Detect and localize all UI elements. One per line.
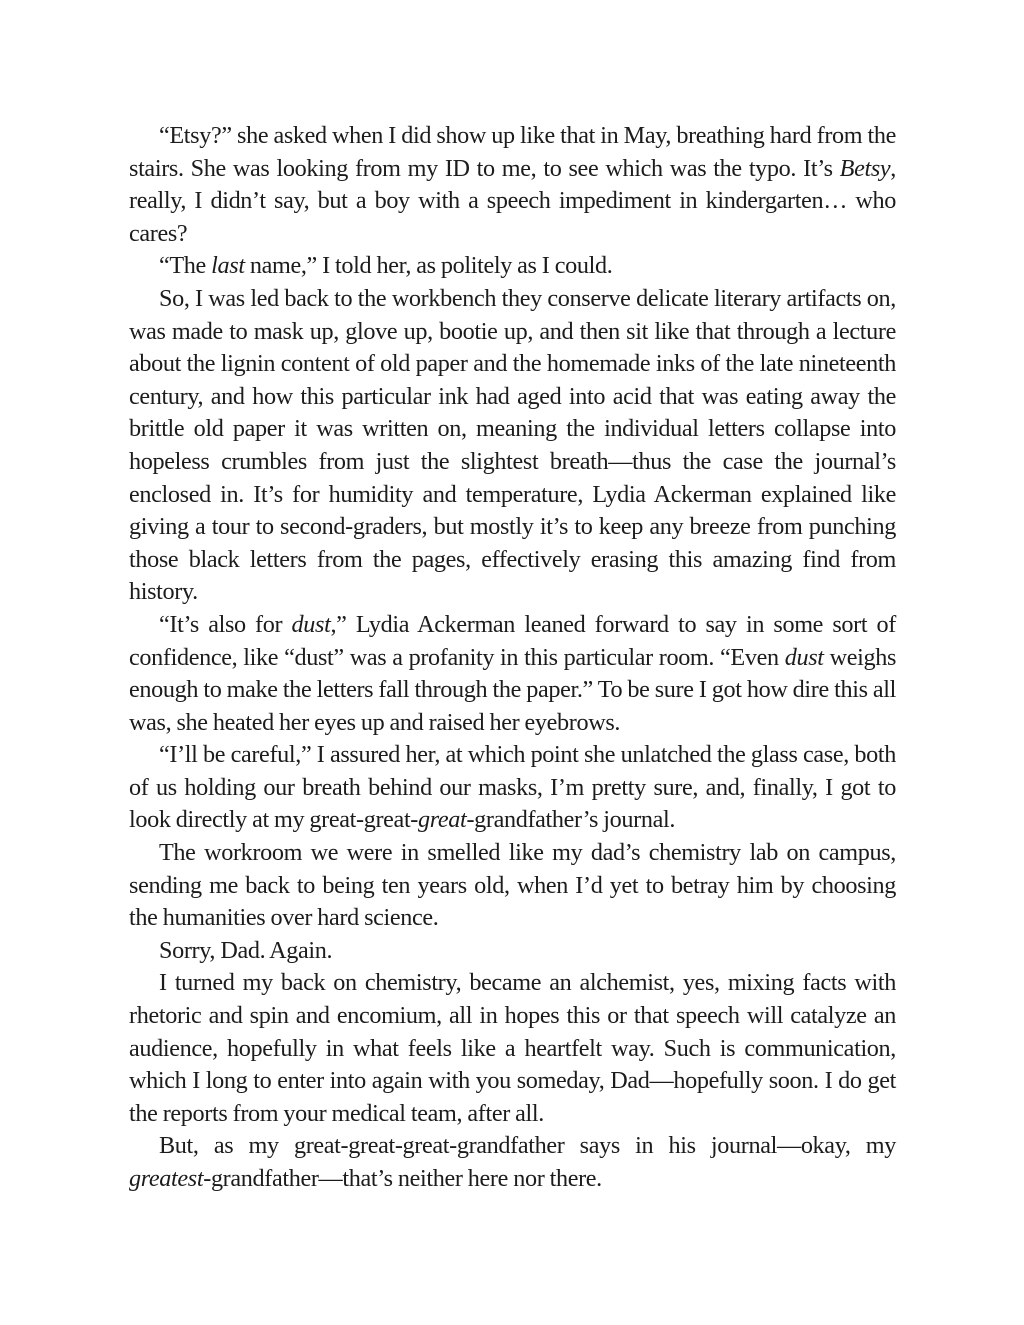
italic-text-segment: last [211, 252, 245, 280]
text-segment: “I’ll be careful,” I assured her, at which point she unlatched the glass case, both of us holding our breath behind our masks, I’m pretty sure, and, finally, I got to look directly at my great-great- [129, 741, 896, 834]
paragraph [129, 837, 896, 935]
paragraph [129, 250, 896, 283]
text-segment: So, I was led back to the workbench they conserve delicate literary artifacts on, was made to mask up, glove up, bootie up, and then sit like that through a lecture about the lignin content of old paper and the homemade inks of the late nineteenth century, and how this particular ink had aged into acid that was eating away the brittle old paper it was written on, meaning the individual letters collapse into hopeless crumbles from just the slightest breath—thus the case the journal’s enclosed in. It’s for humidity and temperature, Lydia Ackerman explained like giving a tour to second-graders, but mostly it’s to keep any breeze from punching those black letters from the pages, effectively erasing this amazing find from history. [129, 284, 896, 606]
text-segment: name,” I told her, as politely as I could. [244, 252, 613, 280]
text-segment: -grandfather’s journal. [466, 806, 676, 834]
text-segment: “It’s also for [159, 610, 292, 638]
page-body [129, 120, 896, 1196]
text-segment: , really, I didn’t say, but a boy with a speech impediment in kindergarten… who cares? [129, 154, 896, 247]
paragraph [129, 739, 896, 837]
paragraph [129, 283, 896, 609]
italic-text-segment: Betsy [839, 154, 891, 182]
italic-text-segment: dust [291, 610, 331, 638]
text-segment: weighs enough to make the letters fall through the paper.” To be sure I got how dire this all was, she heated her eyes up and raised her eyebrows. [129, 643, 897, 736]
italic-text-segment: greatest [129, 1165, 204, 1192]
text-segment: “The [159, 252, 212, 280]
paragraph [129, 120, 896, 250]
text-segment: “Etsy?” she asked when I did show up like that in May, breathing hard from the stairs. She was looking from my ID to me, to see which was the typo. It’s [129, 122, 896, 182]
paragraph [129, 935, 896, 968]
text-segment: Sorry, Dad. Again. [159, 936, 333, 964]
paragraph [129, 609, 896, 739]
text-segment: I turned my back on chemistry, became an alchemist, yes, mixing facts with rhetoric and spin and encomium, all in hopes this or that speech will catalyze an audience, hopefully in what feels like a heartfelt way. Such is communication, which I long to enter into again with you someday, Dad—hopefully soon. I do get the reports from your medical team, after all. [129, 969, 896, 1127]
text-segment: ,” Lydia Ackerman leaned forward to say in some sort of confidence, like “dust” was a profanity in this particular room. “Even [129, 610, 896, 671]
text-segment: The workroom we were in smelled like my dad’s chemistry lab on campus, sending me back to being ten years old, when I’d yet to betray him by choosing the humanities over hard science. [129, 839, 896, 932]
text-segment: -grandfather—that’s neither here nor there. [203, 1165, 602, 1192]
paragraph [129, 1130, 896, 1195]
text-segment: But, as my great-great-great-grandfather says in his journal—okay, my [159, 1132, 896, 1160]
italic-text-segment: dust [784, 643, 824, 671]
italic-text-segment: great [418, 806, 467, 834]
paragraph [129, 967, 896, 1130]
